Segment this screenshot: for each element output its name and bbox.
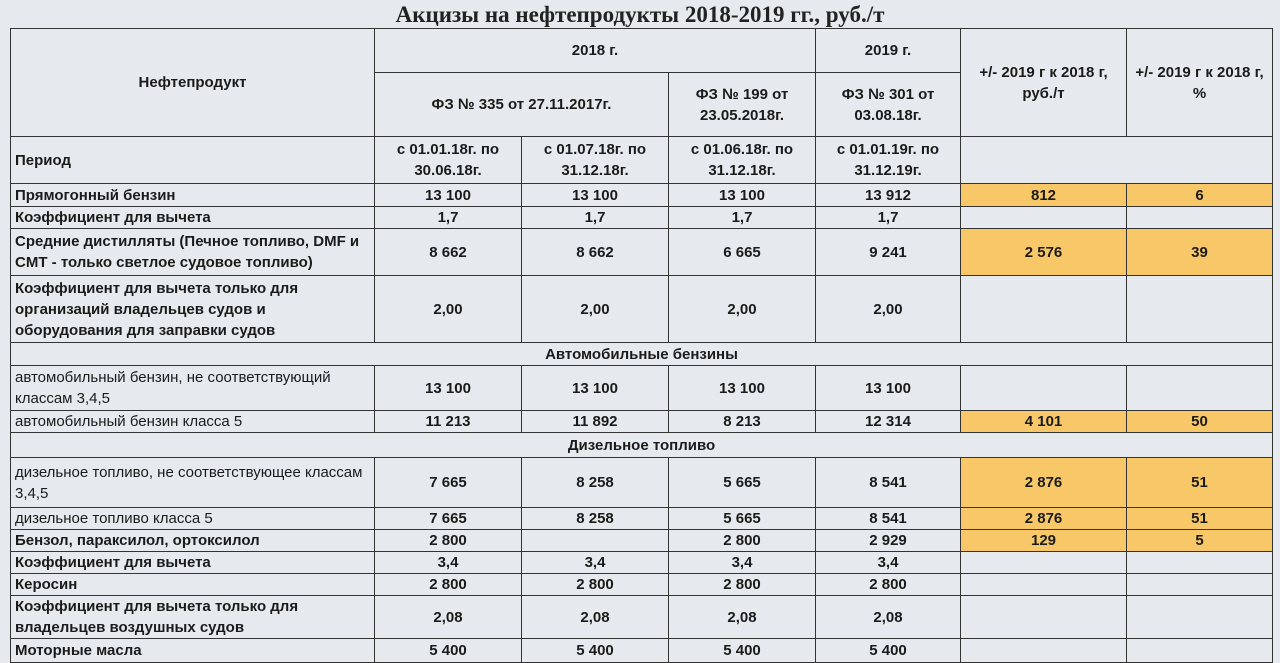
product-name: Керосин [11,574,375,596]
header-year-2019: 2019 г. [816,29,961,73]
value-cell: 5 400 [522,639,669,663]
value-cell: 13 100 [522,184,669,207]
value-cell: 2 800 [669,530,816,552]
period-1: с 01.01.18г. по 30.06.18г. [375,137,522,184]
diff-pct-cell: 6 [1127,184,1273,207]
value-cell: 13 100 [669,184,816,207]
header-diff-rub: +/- 2019 г к 2018 г, руб./т [961,29,1127,137]
table-row [11,229,1273,276]
product-name: Прямогонный бензин [11,184,375,207]
table-row [11,508,1273,530]
table-row [11,366,1273,411]
diff-pct-cell: 39 [1127,229,1273,276]
value-cell: 8 213 [669,411,816,433]
value-cell: 2 800 [816,574,961,596]
diff-rub-cell: 4 101 [961,411,1127,433]
diff-pct-cell [1127,207,1273,229]
table-row [11,184,1273,207]
value-cell: 2,08 [816,596,961,639]
value-cell: 2 800 [669,574,816,596]
product-name: автомобильный бензин, не соответствующий классам 3,4,5 [11,366,375,411]
value-cell: 1,7 [816,207,961,229]
value-cell: 8 258 [522,458,669,508]
diff-rub-cell: 2 576 [961,229,1127,276]
diff-pct-cell [1127,596,1273,639]
product-name: Коэффициент для вычета только для организаций владельцев судов и оборудования для заправки судов [11,276,375,343]
section-row [11,343,1273,366]
value-cell: 2 800 [375,530,522,552]
table-row [11,596,1273,639]
diff-rub-cell: 812 [961,184,1127,207]
product-name: Моторные масла [11,639,375,663]
value-cell: 2,08 [669,596,816,639]
diff-rub-cell: 2 876 [961,458,1127,508]
product-name: автомобильный бензин класса 5 [11,411,375,433]
value-cell: 1,7 [669,207,816,229]
period-3: с 01.06.18г. по 31.12.18г. [669,137,816,184]
table-row [11,552,1273,574]
value-cell: 13 100 [816,366,961,411]
header-product: Нефтепродукт [11,29,375,137]
header-law-199: ФЗ № 199 от 23.05.2018г. [669,73,816,137]
value-cell [522,530,669,552]
table-row [11,411,1273,433]
section-title: Дизельное топливо [11,433,1273,458]
value-cell: 1,7 [522,207,669,229]
header-law-301: ФЗ № 301 от 03.08.18г. [816,73,961,137]
diff-pct-cell [1127,574,1273,596]
excise-table [10,28,1273,663]
value-cell: 3,4 [816,552,961,574]
header-year-2018: 2018 г. [375,29,816,73]
product-name: дизельное топливо класса 5 [11,508,375,530]
diff-rub-cell [961,276,1127,343]
period-empty [961,137,1273,184]
value-cell: 13 912 [816,184,961,207]
diff-rub-cell: 2 876 [961,508,1127,530]
value-cell: 5 400 [816,639,961,663]
table-row [11,639,1273,663]
value-cell: 3,4 [669,552,816,574]
diff-rub-cell [961,366,1127,411]
value-cell: 2,08 [375,596,522,639]
value-cell: 2,08 [522,596,669,639]
table-row [11,458,1273,508]
value-cell: 8 662 [375,229,522,276]
value-cell: 8 541 [816,508,961,530]
product-name: дизельное топливо, не соответствующее классам 3,4,5 [11,458,375,508]
value-cell: 3,4 [375,552,522,574]
diff-pct-cell: 5 [1127,530,1273,552]
product-name: Коэффициент для вычета [11,552,375,574]
table-row [11,530,1273,552]
value-cell: 2 800 [522,574,669,596]
period-4: с 01.01.19г. по 31.12.19г. [816,137,961,184]
value-cell: 2 800 [375,574,522,596]
value-cell: 2,00 [669,276,816,343]
value-cell: 13 100 [375,184,522,207]
table-row [11,207,1273,229]
diff-rub-cell [961,639,1127,663]
section-row [11,433,1273,458]
diff-pct-cell [1127,276,1273,343]
section-title: Автомобильные бензины [11,343,1273,366]
value-cell: 13 100 [669,366,816,411]
diff-rub-cell [961,574,1127,596]
value-cell: 6 665 [669,229,816,276]
value-cell: 12 314 [816,411,961,433]
diff-rub-cell [961,552,1127,574]
value-cell: 8 662 [522,229,669,276]
value-cell: 11 892 [522,411,669,433]
value-cell: 13 100 [522,366,669,411]
diff-rub-cell [961,207,1127,229]
value-cell: 2,00 [375,276,522,343]
value-cell: 5 665 [669,458,816,508]
value-cell: 5 665 [669,508,816,530]
product-name: Бензол, параксилол, ортоксилол [11,530,375,552]
value-cell: 7 665 [375,508,522,530]
value-cell: 5 400 [375,639,522,663]
product-name: Средние дистилляты (Печное топливо, DMF и CMT - только светлое судовое топливо) [11,229,375,276]
header-diff-pct: +/- 2019 г к 2018 г, % [1127,29,1273,137]
value-cell: 11 213 [375,411,522,433]
table-row [11,276,1273,343]
table-row [11,574,1273,596]
diff-pct-cell: 50 [1127,411,1273,433]
diff-pct-cell: 51 [1127,508,1273,530]
product-name: Коэффициент для вычета только для владельцев воздушных судов [11,596,375,639]
diff-pct-cell [1127,639,1273,663]
value-cell: 7 665 [375,458,522,508]
value-cell: 1,7 [375,207,522,229]
diff-pct-cell [1127,366,1273,411]
value-cell: 2 929 [816,530,961,552]
value-cell: 2,00 [816,276,961,343]
value-cell: 5 400 [669,639,816,663]
period-label: Период [11,137,375,184]
diff-rub-cell: 129 [961,530,1127,552]
value-cell: 3,4 [522,552,669,574]
header-law-335: ФЗ № 335 от 27.11.2017г. [375,73,669,137]
diff-pct-cell [1127,552,1273,574]
diff-pct-cell: 51 [1127,458,1273,508]
diff-rub-cell [961,596,1127,639]
value-cell: 8 258 [522,508,669,530]
value-cell: 9 241 [816,229,961,276]
product-name: Коэффициент для вычета [11,207,375,229]
value-cell: 8 541 [816,458,961,508]
value-cell: 13 100 [375,366,522,411]
page-title: Акцизы на нефтепродукты 2018-2019 гг., руб./т [395,2,885,27]
value-cell: 2,00 [522,276,669,343]
period-2: с 01.07.18г. по 31.12.18г. [522,137,669,184]
